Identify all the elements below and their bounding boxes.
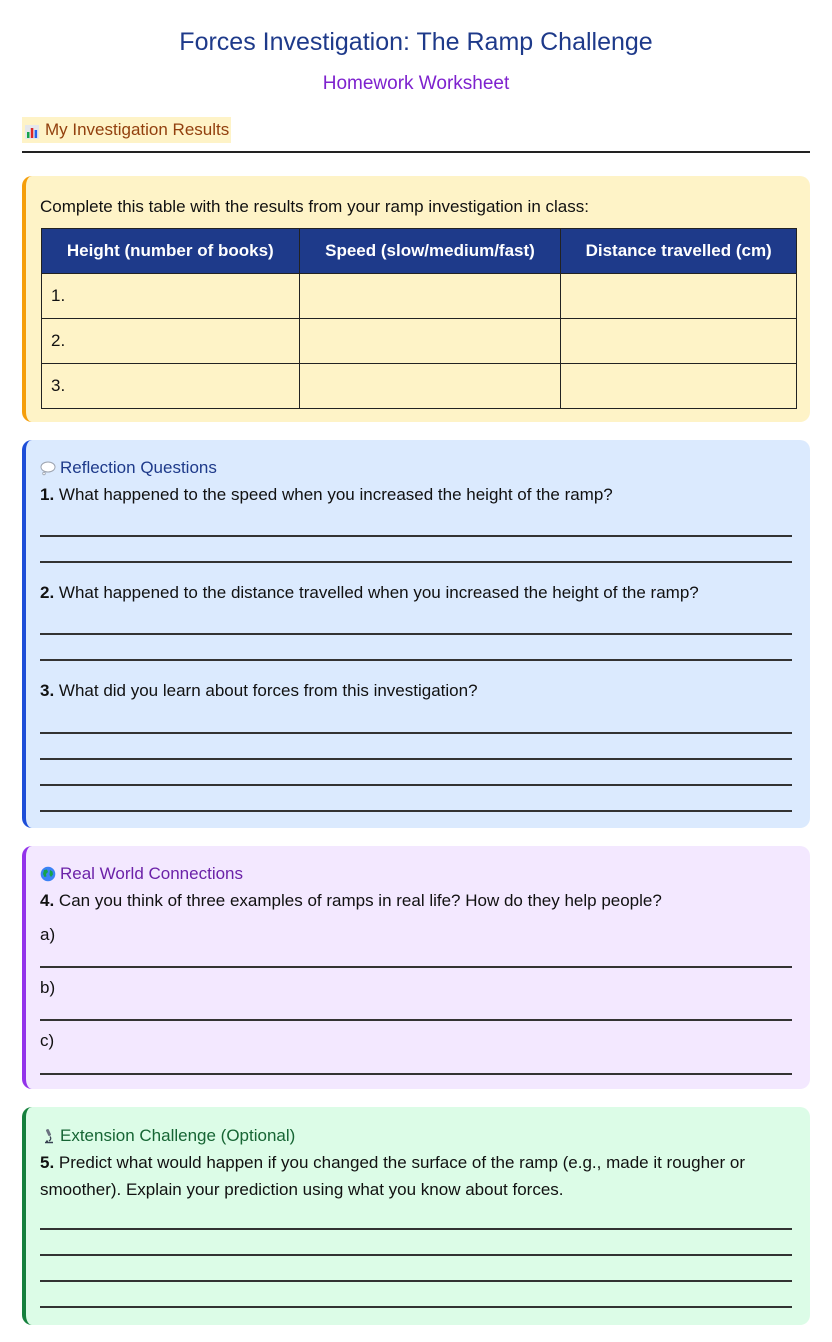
answer-line[interactable]	[40, 810, 792, 812]
table-cell[interactable]: 2.	[42, 319, 300, 364]
answer-line[interactable]	[40, 1280, 792, 1282]
option-label-a: a)	[40, 925, 56, 944]
table-row	[42, 274, 797, 319]
table-row	[42, 364, 797, 409]
column-header: Distance travelled (cm)	[561, 229, 797, 274]
page-subtitle: Homework Worksheet	[322, 73, 510, 94]
answer-line[interactable]	[40, 633, 792, 635]
table-cell[interactable]	[299, 319, 561, 364]
bar-chart-icon	[24, 122, 40, 138]
table-row	[42, 319, 797, 364]
results-panel	[22, 176, 810, 422]
answer-line[interactable]	[40, 1073, 792, 1075]
reflection-panel	[22, 440, 810, 828]
extension-title	[40, 1125, 295, 1147]
table-cell[interactable]: 1.	[42, 274, 300, 319]
extension-panel	[22, 1107, 810, 1325]
question-5	[40, 1149, 800, 1203]
extension-title-label: Extension Challenge (Optional)	[60, 1126, 296, 1145]
answer-line[interactable]	[40, 1228, 792, 1230]
answer-line[interactable]	[40, 561, 792, 563]
table-cell[interactable]: 3.	[42, 364, 300, 409]
column-header: Speed (slow/medium/fast)	[299, 229, 561, 274]
answer-line[interactable]	[40, 659, 792, 661]
reflection-title-label: Reflection Questions	[60, 458, 217, 477]
answer-line[interactable]	[40, 732, 792, 734]
question-number: 3.	[40, 681, 55, 700]
table-cell[interactable]	[561, 274, 797, 319]
column-header: Height (number of books)	[42, 229, 300, 274]
answer-line[interactable]	[40, 1254, 792, 1256]
option-label-b: b)	[40, 978, 56, 997]
question-number: 4.	[40, 891, 55, 910]
answer-line[interactable]	[40, 1306, 792, 1308]
results-intro: Complete this table with the results from your ramp investigation in class:	[40, 197, 589, 216]
results-heading	[22, 117, 231, 143]
answer-line[interactable]	[40, 1019, 792, 1021]
table-cell[interactable]	[299, 274, 561, 319]
question-text: Can you think of three examples of ramps in real life? How do they help people?	[58, 891, 662, 910]
question-4	[40, 888, 800, 914]
question-text: Predict what would happen if you changed the surface of the ramp (e.g., made it rougher or smoother). Explain your prediction using what you know about forces.	[40, 1153, 745, 1199]
answer-line[interactable]	[40, 535, 792, 537]
results-table	[41, 228, 797, 409]
globe-icon	[40, 866, 56, 882]
table-cell[interactable]	[299, 364, 561, 409]
table-cell[interactable]	[561, 319, 797, 364]
thought-bubble-icon	[40, 460, 56, 476]
option-label-c: c)	[40, 1031, 55, 1050]
question-number: 5.	[40, 1153, 55, 1172]
answer-line[interactable]	[40, 966, 792, 968]
microscope-icon	[40, 1128, 56, 1144]
question-text: What happened to the speed when you increased the height of the ramp?	[58, 485, 613, 504]
divider	[22, 151, 810, 153]
table-cell[interactable]	[561, 364, 797, 409]
question-number: 2.	[40, 583, 55, 602]
page-title: Forces Investigation: The Ramp Challenge	[179, 28, 653, 56]
results-heading-label: My Investigation Results	[45, 120, 230, 139]
question-number: 1.	[40, 485, 55, 504]
question-text: What did you learn about forces from this investigation?	[58, 681, 478, 700]
answer-line[interactable]	[40, 784, 792, 786]
question-2	[40, 580, 800, 606]
real-world-panel	[22, 846, 810, 1089]
question-1	[40, 482, 800, 508]
question-text: What happened to the distance travelled when you increased the height of the ramp?	[58, 583, 699, 602]
answer-line[interactable]	[40, 758, 792, 760]
reflection-title	[40, 457, 217, 479]
real-world-title	[40, 863, 243, 885]
question-3	[40, 678, 800, 704]
real-world-title-label: Real World Connections	[60, 864, 243, 883]
